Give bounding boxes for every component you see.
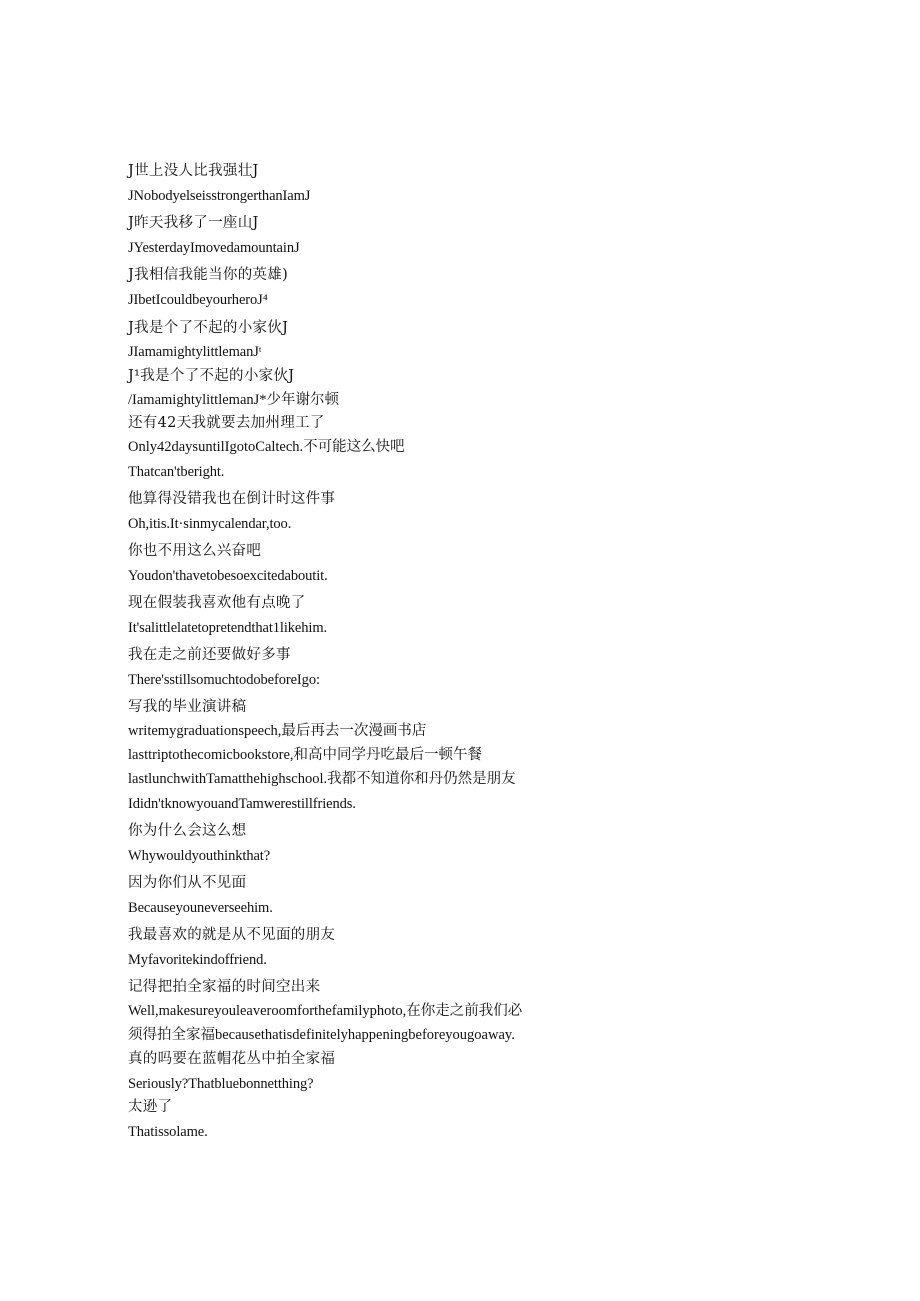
text-line: 须得拍全家福becausethatisdefinitelyhappeningbeforeyougoaway. [128,1027,515,1043]
text-line: Seriously?Thatbluebonnetthing? [128,1076,314,1092]
text-line: There'sstillsomuchtodobeforeIgo: [128,672,320,688]
text-line: Youdon'thavetobesoexcitedaboutit. [128,568,328,584]
text-line: 记得把拍全家福的时间空出来 [128,979,321,995]
text-line: Well,makesureyouleaveroomforthefamilyphoto,在你走之前我们必 [128,1003,523,1019]
text-line: JYesterdayImovedamountainJ [128,240,300,256]
text-line: JIbetIcouldbeyourheroJ⁴ [128,292,268,308]
text-line: JNobodyelseisstrongerthanIamJ [128,188,311,204]
text-line: /IamamightylittlemanJ*少年谢尔顿 [128,392,340,408]
text-line: 你为什么会这么想 [128,823,247,839]
text-line: 他算得没错我也在倒计时这件事 [128,491,336,507]
text-line: 真的吗要在蓝帽花丛中拍全家福 [128,1051,336,1067]
text-line: Only42daysuntilIgotoCaltech.不可能这么快吧 [128,439,405,455]
text-line: Thatcan'tberight. [128,464,225,480]
text-line: JIamamightylittlemanJᵗ [128,344,262,360]
text-line: Whywouldyouthinkthat? [128,848,271,864]
text-line: Becauseyouneverseehim. [128,900,273,916]
text-line: lastlunchwithTamatthehighschool.我都不知道你和丹仍然是朋友 [128,771,516,787]
text-line: Thatissolame. [128,1124,208,1140]
text-line: 我最喜欢的就是从不见面的朋友 [128,927,336,943]
text-line: J我相信我能当你的英雄) [128,267,289,283]
text-line: 写我的毕业演讲稿 [128,699,247,715]
text-line: 因为你们从不见面 [128,875,247,891]
text-line: 还有42天我就要去加州理工了 [128,415,325,431]
text-line: J昨天我移了一座山J [128,215,259,231]
text-line: 现在假装我喜欢他有点晚了 [128,595,306,611]
text-line: J¹我是个了不起的小家伙J [128,368,295,384]
text-line: It'salittlelatetopretendthat1likehim. [128,620,328,636]
text-line: 太逊了 [128,1099,173,1115]
text-line: Myfavoritekindoffriend. [128,952,267,968]
text-line: 你也不用这么兴奋吧 [128,543,262,559]
text-line: 我在走之前还要做好多事 [128,647,291,663]
text-line: Oh,itis.It·sinmycalendar,too. [128,516,292,532]
text-line: J世上没人比我强壮J [128,163,259,179]
text-line: Ididn'tknowyouandTamwerestillfriends. [128,796,356,812]
text-line: writemygraduationspeech,最后再去一次漫画书店 [128,723,427,739]
text-line: lasttriptothecomicbookstore,和高中同学丹吃最后一顿午餐 [128,747,483,763]
text-line: J我是个了不起的小家伙J [128,320,289,336]
